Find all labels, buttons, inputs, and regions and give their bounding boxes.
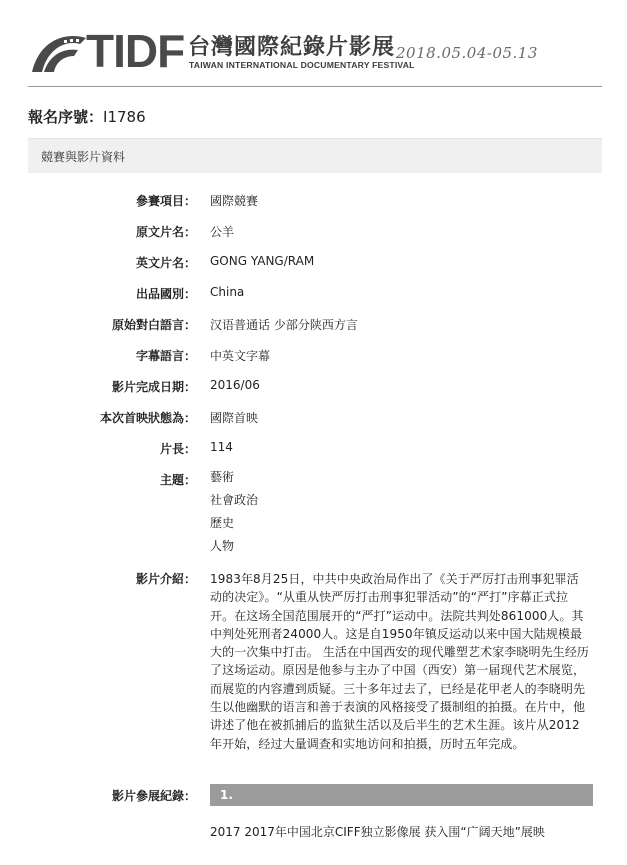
field-label: 影片參展紀錄： [111, 789, 196, 803]
synopsis-line: 了这场运动。原因是他参与主办了中国（西安）第一届现代艺术展览， [210, 663, 586, 678]
theme-list [210, 466, 594, 558]
festival-entry-text: 2017 2017年中国北京CIFF独立影像展 获入围“广阔天地”展映 [210, 825, 545, 839]
field-label: 出品國別： [135, 287, 196, 301]
synopsis-line: 而展览的内容遭到质疑。三十多年过去了，已经是花甲老人的李晓明先 [210, 681, 586, 696]
theme-item: 人物 [210, 539, 235, 553]
synopsis-line: 开。在这场全国范围展开的“严打”运动中。法院共判处861000人。其 [210, 608, 584, 623]
section-title: 競賽與影片資料 [41, 150, 126, 164]
theme-item: 歷史 [210, 516, 235, 530]
field-label: 字幕語言： [135, 349, 196, 363]
theme-item: 社會政治 [210, 493, 259, 507]
synopsis-line: 中判处死刑者24000人。这是自1950年镇反运动以来中国大陆规模最 [210, 626, 583, 641]
field-value: 2016/06 [210, 378, 260, 392]
synopsis-text [210, 570, 594, 753]
field-value: China [210, 285, 245, 299]
section-header [28, 138, 602, 173]
field-label: 英文片名： [135, 256, 196, 270]
synopsis-line: 大的一次集中打击。 生活在中国西安的现代雕塑艺术家李晓明先生经历 [210, 645, 590, 660]
field-label: 本次首映狀態為： [99, 411, 196, 425]
field-label: 主題： [159, 473, 196, 487]
festival-dates: 2018.05.04-05.13 [396, 44, 538, 62]
registration-label: 報名序號： [28, 108, 104, 126]
field-label: 影片完成日期： [111, 380, 196, 394]
field-value: 汉语普通话 少部分陕西方言 [210, 318, 358, 332]
field-label: 原始對白語言： [111, 318, 196, 332]
field-label: 片長： [159, 442, 196, 456]
festival-entry-header [210, 784, 593, 806]
field-label: 原文片名： [135, 225, 196, 239]
registration-number [28, 106, 146, 127]
logo-chinese-title: 台灣國際紀錄片影展 [188, 35, 396, 60]
logo-english-title: TAIWAN INTERNATIONAL DOCUMENTARY FESTIVAL [189, 60, 415, 70]
field-value: GONG YANG/RAM [210, 254, 315, 268]
synopsis-line: 讲述了他在被抓捕后的监狱生活以及后半生的艺术生涯。该片从2012 [210, 718, 580, 733]
field-value: 中英文字幕 [210, 349, 271, 363]
site-header [28, 22, 602, 87]
field-label: 影片介紹： [135, 572, 196, 586]
field-value: 114 [210, 440, 233, 454]
theme-item: 藝術 [210, 470, 235, 484]
synopsis-line: 1983年8月25日，中共中央政治局作出了《关于严厉打击刑事犯罪活 [210, 572, 579, 586]
logo-wordmark: TIDF [86, 25, 185, 77]
field-value: 公羊 [210, 225, 235, 239]
synopsis-line: 生以他幽默的语言和善于表演的风格接受了摄制组的拍摄。在片中，他 [210, 700, 586, 715]
festival-entry-index: 1. [220, 788, 233, 802]
synopsis-line: 年开始，经过大量调查和实地访问和拍摄，历时五年完成。 [210, 736, 525, 751]
field-value: 國際競賽 [210, 194, 259, 208]
field-label: 參賽項目： [135, 194, 196, 208]
synopsis-line: 动的决定》。“从重从快严厉打击刑事犯罪活动”的“严打”序幕正式拉 [210, 590, 569, 605]
registration-value: I1786 [103, 108, 146, 126]
field-value: 國際首映 [210, 411, 259, 425]
tidf-logo-icon [28, 30, 88, 74]
